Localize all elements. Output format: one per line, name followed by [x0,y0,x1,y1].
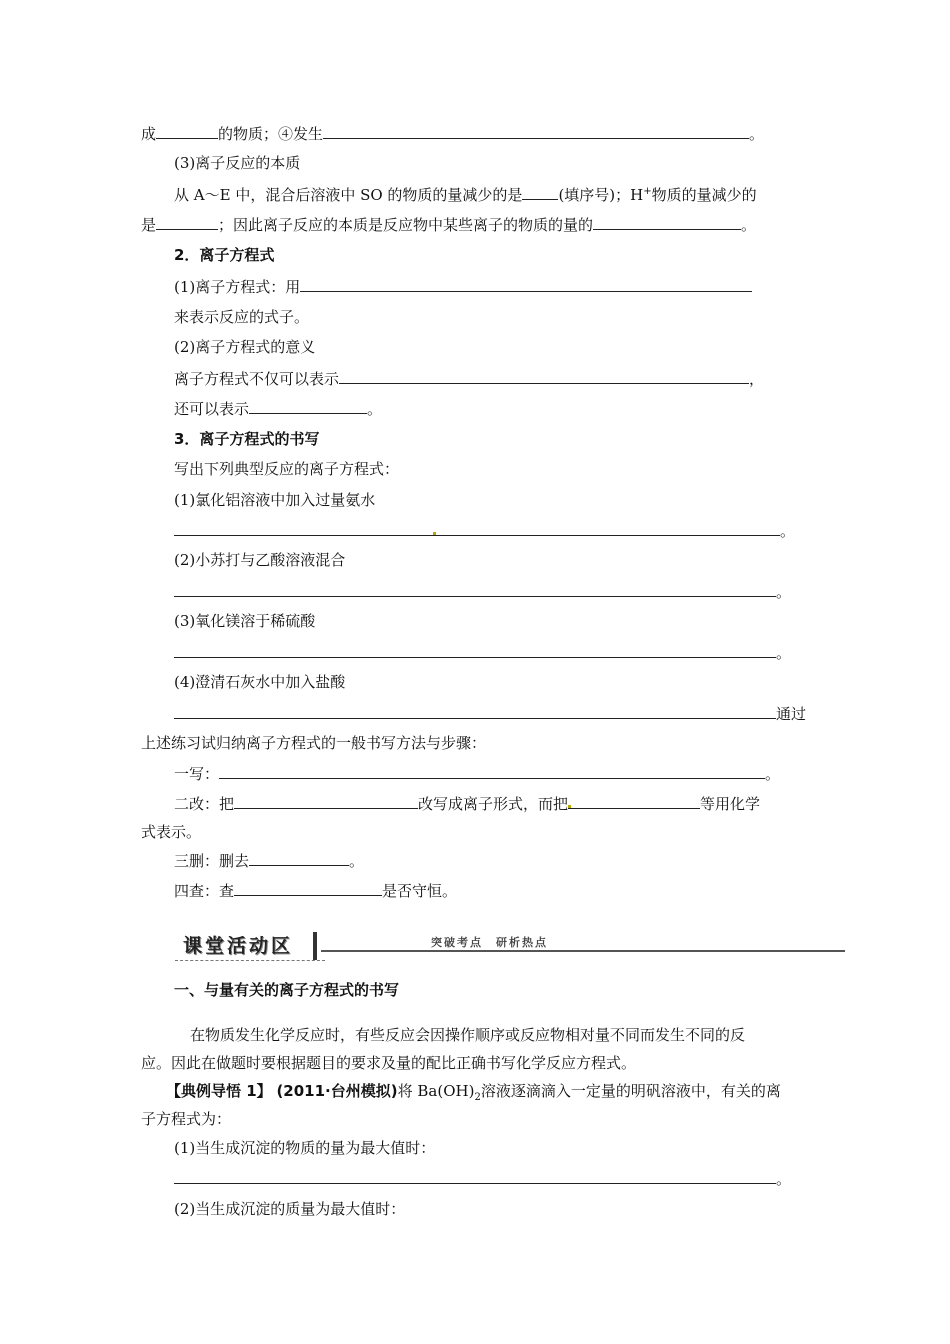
text-line [174,880,457,901]
mark-dot [433,532,436,535]
text-line [141,214,756,235]
answer-line [174,581,791,602]
example-line [166,1081,781,1101]
text: 。 [765,765,781,783]
text: 二改：把 [174,795,235,813]
text-line: 式表示。 [141,823,202,841]
text-line [174,763,780,784]
text: 。 [749,125,765,143]
superscript: + [643,186,652,197]
text: 通过 [776,705,807,723]
answer-line [174,703,806,724]
text: 溶液逐滴滴入一定量的明矾溶液中，有关的离 [480,1082,781,1100]
example-label: 【典例导悟 1】 [166,1082,272,1100]
text: 。 [367,400,383,418]
text: 一写： [174,765,220,783]
paragraph-line: 应。因此在做题时要根据题目的要求及量的配比正确书写化学反应方程式。 [141,1054,637,1072]
answer-line [174,520,795,541]
fill-blank[interactable] [522,184,558,200]
text: 将 Ba(OH) [397,1082,475,1100]
fill-blank[interactable] [323,123,749,139]
fill-blank[interactable] [593,214,741,230]
text: 。 [776,1170,792,1188]
text: 。 [780,522,796,540]
text: 是 [141,216,157,234]
banner-rule [321,950,845,952]
banner-dashed-rule [175,960,325,961]
fill-blank[interactable] [249,398,367,414]
fill-blank[interactable] [174,1168,776,1184]
text-line: 来表示反应的式子。 [174,308,310,326]
text: 。 [741,216,757,234]
text: 。 [776,583,792,601]
fill-blank[interactable] [174,520,780,536]
banner-divider [313,932,317,960]
question: (3)氧化镁溶于稀硫酸 [174,612,316,630]
section-heading: 2．离子方程式 [174,246,275,264]
fill-blank[interactable] [568,793,700,809]
text: 改写成离子形式，而把 [418,795,569,813]
fill-blank[interactable] [174,703,776,719]
fill-blank[interactable] [234,793,418,809]
banner-subtitle: 突破考点 研析热点 [431,936,548,949]
text: 三删：删去 [174,852,250,870]
fill-blank[interactable] [174,581,776,597]
fill-blank[interactable] [234,880,382,896]
subscript: 2 [474,1092,481,1103]
question: (4)澄清石灰水中加入盐酸 [174,673,346,691]
text: 等用化学 [700,795,761,813]
paragraph-line: 在物质发生化学反应时，有些反应会因操作顺序或反应物相对量不同而发生不同的反 [190,1026,746,1044]
example-source: (2011·台州模拟) [276,1082,398,1100]
text: ， [749,370,765,388]
section-banner [175,930,845,962]
text-line [174,850,364,871]
subsection-title: (3)离子反应的本质 [174,154,301,172]
text-line [141,123,764,144]
banner-title: 课堂活动区 [183,935,294,957]
text-line [174,398,382,419]
question: (2)当生成沉淀的质量为最大值时： [174,1200,406,1218]
section-heading: 3．离子方程式的书写 [174,430,320,448]
section-heading: 一、与量有关的离子方程式的书写 [174,981,400,999]
text: 物质的量减少的 [651,186,757,204]
text-line [174,184,757,205]
fill-blank[interactable] [156,123,218,139]
text: 。 [349,852,365,870]
text: 从 A～E 中，混合后溶液中 SO 的物质的量减少的是 [174,186,523,204]
fill-blank[interactable] [174,642,776,658]
text: 离子方程式不仅可以表示 [174,370,340,388]
text-line: 上述练习试归纳离子方程式的一般书写方法与步骤： [141,734,487,752]
text: 的物质；④发生 [218,125,324,143]
fill-blank[interactable] [156,214,218,230]
text: 四查：查 [174,882,235,900]
text: (填序号)；H [558,186,644,204]
text: 成 [141,125,157,143]
text-line [174,276,752,297]
mark-dot [568,805,571,808]
fill-blank[interactable] [339,368,749,384]
text-line: (2)离子方程式的意义 [174,338,316,356]
text-line: 子方程式为： [141,1110,232,1128]
text-line: 写出下列典型反应的离子方程式： [174,460,400,478]
text: 是否守恒。 [382,882,458,900]
text: 。 [776,644,792,662]
text: (1)离子方程式：用 [174,278,301,296]
answer-line [174,1168,791,1189]
fill-blank[interactable] [249,850,349,866]
text-line [174,793,760,814]
text-line [174,368,764,389]
text: 还可以表示 [174,400,250,418]
question: (1)氯化铝溶液中加入过量氨水 [174,491,376,509]
fill-blank[interactable] [219,763,765,779]
question: (1)当生成沉淀的物质的量为最大值时： [174,1139,436,1157]
text: ；因此离子反应的本质是反应物中某些离子的物质的量的 [218,216,594,234]
question: (2)小苏打与乙酸溶液混合 [174,551,346,569]
answer-line [174,642,791,663]
fill-blank[interactable] [300,276,752,292]
